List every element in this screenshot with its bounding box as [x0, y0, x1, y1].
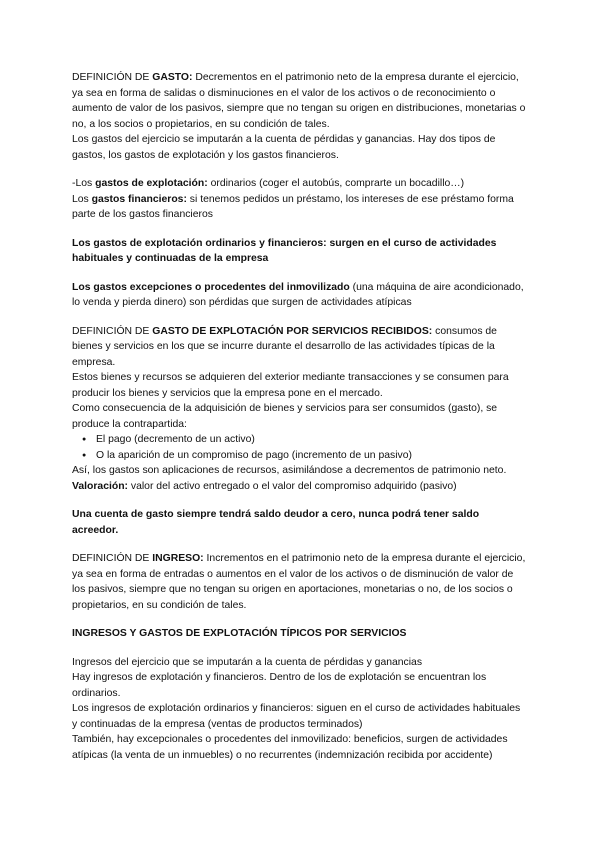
- servicios-line-3: Como consecuencia de la adquisición de bienes y servicios para ser consumidos (gasto), se produce la contrapartida:: [72, 403, 498, 430]
- text-prefix: -Los: [72, 178, 96, 189]
- valoracion: [72, 479, 528, 495]
- definition-ingreso: [72, 551, 528, 613]
- text-body: valor del activo entregado o el valor del compromiso adquirido (pasivo): [128, 480, 457, 492]
- term: Los gastos excepciones o procedentes del inmovilizado: [72, 281, 350, 293]
- term: gastos de explotación:: [95, 178, 208, 189]
- definition-term: INGRESO:: [152, 553, 204, 564]
- servicios-line-4: Así, los gastos son aplicaciones de recursos, asimilándose a decrementos de patrimonio neto.: [72, 465, 507, 476]
- definition-body: Decrementos en el patrimonio neto de la empresa durante el ejercicio, ya sea en forma de salidas o disminuciones en el valor de los activos o de reconocimiento o aumento de valor de los pasivos, siempre que no tengan su origen en distribuciones, monetarias o no, a los socios o propietarios, en su condición de tales.: [72, 72, 526, 130]
- section-heading: INGRESOS Y GASTOS DE EXPLOTACIÓN TÍPICOS POR SERVICIOS: [72, 628, 407, 639]
- list-item: ● El pago (decremento de un activo): [96, 432, 528, 448]
- definition-body: consumos de bienes y servicios en los que se incurre durante el desarrollo de las actividades típicas de la empresa.: [72, 325, 497, 368]
- contrapartida-list: [72, 432, 528, 463]
- list-item: ● O la aparición de un compromiso de pago (incremento de un pasivo): [96, 448, 528, 464]
- term: Valoración:: [72, 480, 129, 492]
- text-body: ordinarios (coger el autobús, comprarte un bocadillo…): [207, 178, 465, 189]
- gastos-explotacion: [72, 176, 528, 192]
- ingresos-line-3: Los ingresos de explotación ordinarios y financieros: siguen en el curso de actividades habituales y continuadas de la empresa (ventas de productos terminados): [72, 703, 521, 730]
- definition-term: GASTO DE EXPLOTACIÓN POR SERVICIOS RECIBIDOS:: [152, 325, 433, 337]
- definition-body: Incrementos en el patrimonio neto de la empresa durante el ejercicio, ya sea en forma de entradas o aumentos en el valor de los activos o de disminución de valor de los pasivos, siempre que no tengan su origen en aportaciones, monetarias o no, de los socios o propietarios, en su condición de tales.: [72, 553, 526, 611]
- text-body: (una máquina de aire acondicionado, lo venda y pierda dinero) son pérdidas que surgen de actividades atípicas: [72, 281, 524, 308]
- definition-prefix: DEFINICIÓN DE: [72, 325, 153, 337]
- definition-term: GASTO:: [152, 72, 193, 83]
- bold-saldo-statement: Una cuenta de gasto siempre tendrá saldo deudor a cero, nunca podrá tener saldo acreedor.: [72, 509, 480, 536]
- gastos-excepciones: [72, 280, 528, 311]
- ingresos-line-1: Ingresos del ejercicio que se imputarán a la cuenta de pérdidas y ganancias: [72, 656, 423, 668]
- servicios-line-2: Estos bienes y recursos se adquieren del exterior mediante transacciones y se consumen para producir los bienes y servicios que la empresa pone en el mercado.: [72, 372, 509, 399]
- text-body: si tenemos pedidos un préstamo, los intereses de ese préstamo forma parte de los gastos financieros: [72, 193, 514, 220]
- gastos-financieros: [72, 192, 528, 223]
- definition-servicios: [72, 324, 528, 371]
- ingresos-line-2: Hay ingresos de explotación y financieros. Dentro de los de explotación se encuentran los ordinarios.: [72, 672, 487, 699]
- definition-gasto: [72, 70, 528, 132]
- text-prefix: Los: [72, 193, 92, 205]
- definition-prefix: DEFINICIÓN DE: [72, 553, 153, 564]
- term: gastos financieros:: [91, 193, 187, 205]
- bold-explotacion-statement: Los gastos de explotación ordinarios y financieros: surgen en el curso de actividades habituales y continuadas de la empresa: [72, 237, 497, 264]
- gasto-followup: Los gastos del ejercicio se imputarán a la cuenta de pérdidas y ganancias. Hay dos tipos de gastos, los gastos de explotación y los gastos financieros.: [72, 134, 496, 161]
- definition-prefix: DEFINICIÓN DE: [72, 72, 153, 83]
- ingresos-line-4: También, hay excepcionales o procedentes del inmovilizado: beneficios, surgen de actividades atípicas (la venta de un inmuebles) o no recurrentes (indemnización recibida por accidente): [72, 734, 508, 761]
